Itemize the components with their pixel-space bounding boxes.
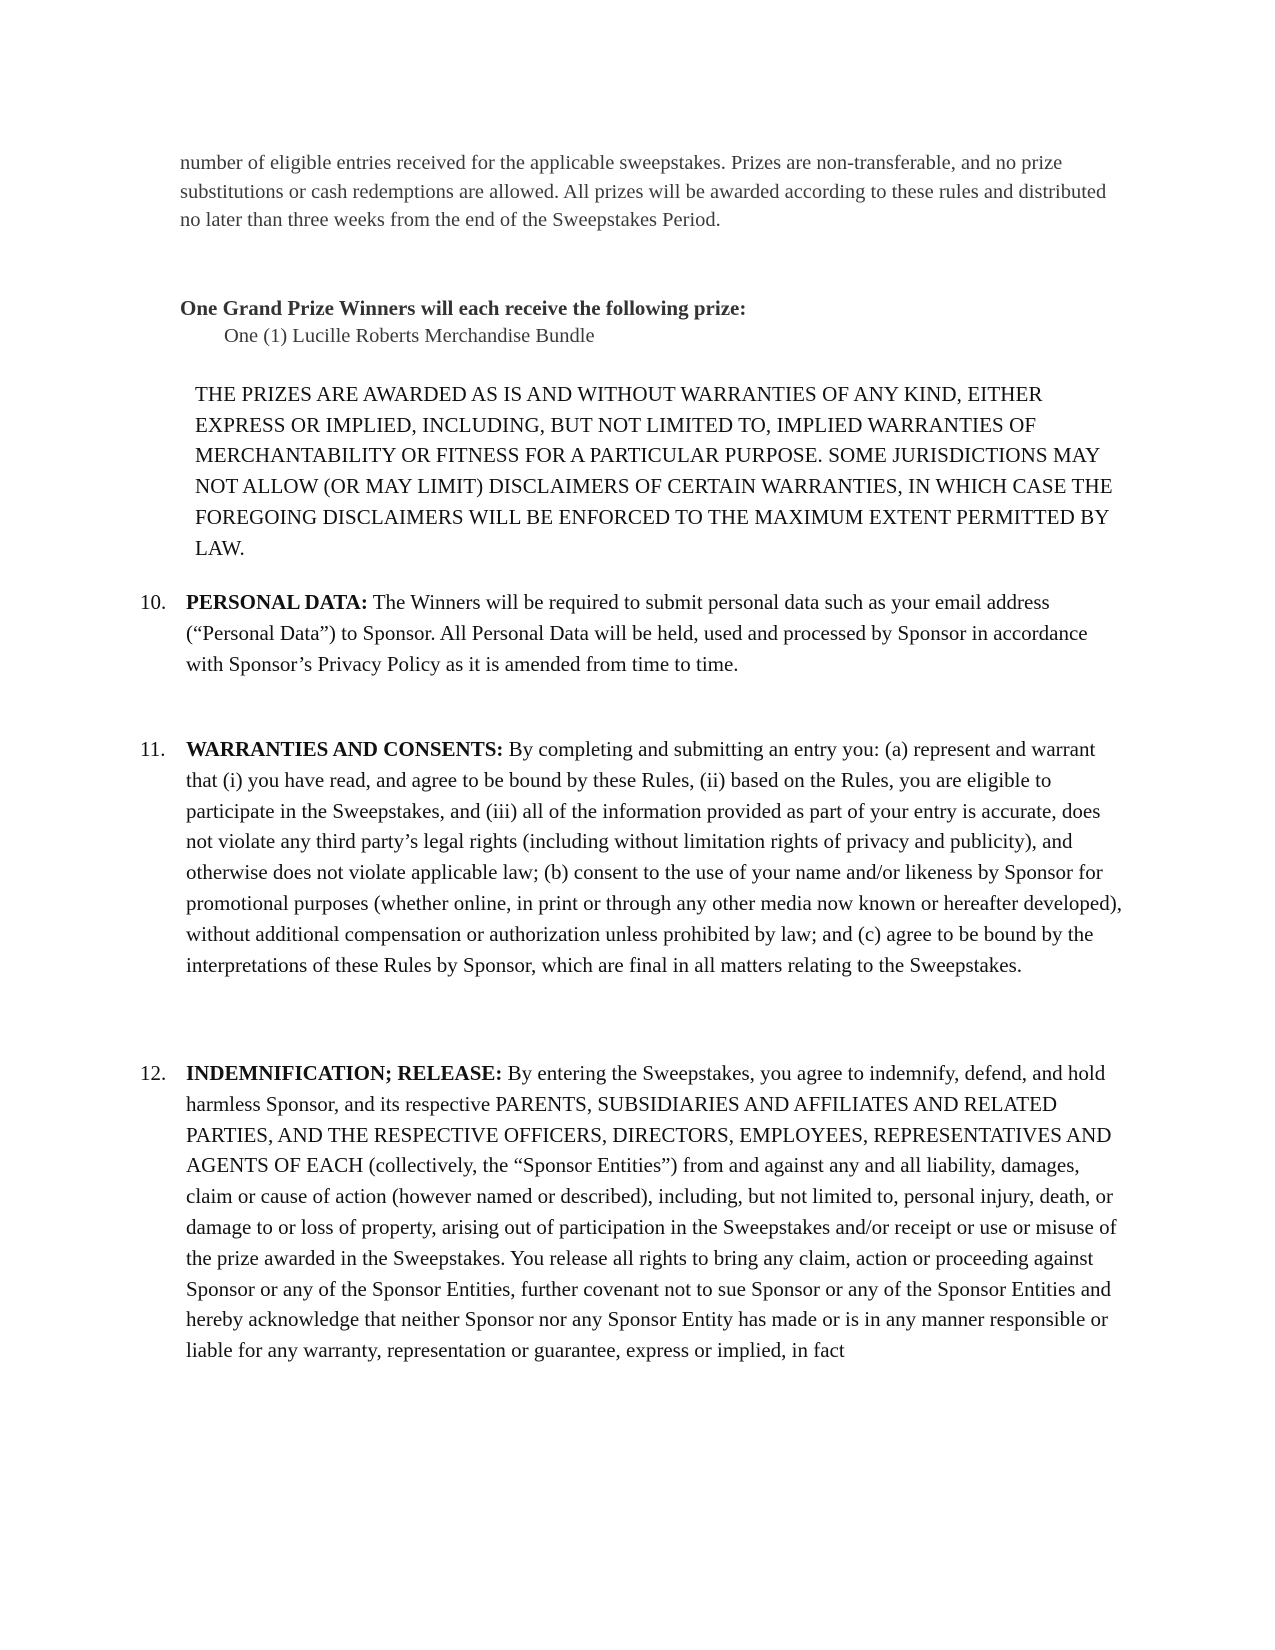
section-text: By entering the Sweepstakes, you agree to indemnify, defend, and hold harmless Sponsor, and its respective PARENTS, SUBSIDIARIES AND AFFILIATES AND RELATED PARTIES, AND THE RESPECTIVE OFFICERS, DIRECTORS, EMPLOYEES, REPRESENTATIVES AND AGENTS OF EACH (collectively, the “Sponsor Entities”) from and against any and all liability, damages, claim or cause of action (however named or described), including, but not limited to, personal injury, death, or damage to or loss of property, arising out of participation in the Sweepstakes and/or receipt or use or misuse of the prize awarded in the Sweepstakes. You release all rights to bring any claim, action or proceeding against Sponsor or any of the Sponsor Entities, further covenant not to sue Sponsor or any of the Sponsor Entities and hereby acknowledge that neither Sponsor nor any Sponsor Entity has made or is in any manner responsible or liable for any warranty, representation or guarantee, express or implied, in fact — [186, 1061, 1117, 1363]
section-number: 10. — [140, 590, 167, 614]
section-title: PERSONAL DATA: — [186, 590, 368, 614]
section-text: By completing and submitting an entry you: (a) represent and warrant that (i) you have read, and agree to be bound by these Rules, (ii) based on the Rules, you are eligible to participate in the Sweepstakes, and (iii) all of the information provided as part of your entry is accurate, does not violate any third party’s legal rights (including without limitation rights of privacy and publicity), and otherwise does not violate applicable law; (b) consent to the use of your name and/or likeness by Sponsor for promotional purposes (whether online, in print or through any other media now known or hereafter developed), without additional compensation or authorization unless prohibited by law; and (c) agree to be bound by the interpretations of these Rules by Sponsor, which are final in all matters relating to the Sweepstakes. — [186, 737, 1122, 977]
section-warranties-and-consents — [140, 734, 1130, 980]
section-body — [186, 1058, 1130, 1366]
section-body — [186, 587, 1130, 679]
section-number: 12. — [140, 1061, 167, 1085]
grand-prize-heading: One Grand Prize Winners will each receive the following prize: — [180, 296, 747, 320]
section-personal-data — [140, 587, 1130, 679]
grand-prize-item: One (1) Lucille Roberts Merchandise Bundle — [224, 325, 595, 347]
section-title: WARRANTIES AND CONSENTS: — [186, 737, 504, 761]
section-body — [186, 734, 1130, 980]
intro-paragraph: number of eligible entries received for the applicable sweepstakes. Prizes are non-transferable, and no prize substitutions or cash redemptions are allowed. All prizes will be awarded according to these rules and distributed no later than three weeks from the end of the Sweepstakes Period. — [180, 152, 1107, 231]
section-number: 11. — [140, 737, 166, 761]
section-text: The Winners will be required to submit personal data such as your email address (“Personal Data”) to Sponsor. All Personal Data will be held, used and processed by Sponsor in accordance with Sponsor’s Privacy Policy as it is amended from time to time. — [186, 590, 1088, 676]
section-indemnification-release — [140, 1058, 1130, 1366]
section-title: INDEMNIFICATION; RELEASE: — [186, 1061, 503, 1085]
warranty-disclaimer: THE PRIZES ARE AWARDED AS IS AND WITHOUT WARRANTIES OF ANY KIND, EITHER EXPRESS OR IMPLIED, INCLUDING, BUT NOT LIMITED TO, IMPLIED WARRANTIES OF MERCHANTABILITY OR FITNESS FOR A PARTICULAR PURPOSE. SOME JURISDICTIONS MAY NOT ALLOW (OR MAY LIMIT) DISCLAIMERS OF CERTAIN WARRANTIES, IN WHICH CASE THE FOREGOING DISCLAIMERS WILL BE ENFORCED TO THE MAXIMUM EXTENT PERMITTED BY LAW. — [195, 382, 1113, 560]
